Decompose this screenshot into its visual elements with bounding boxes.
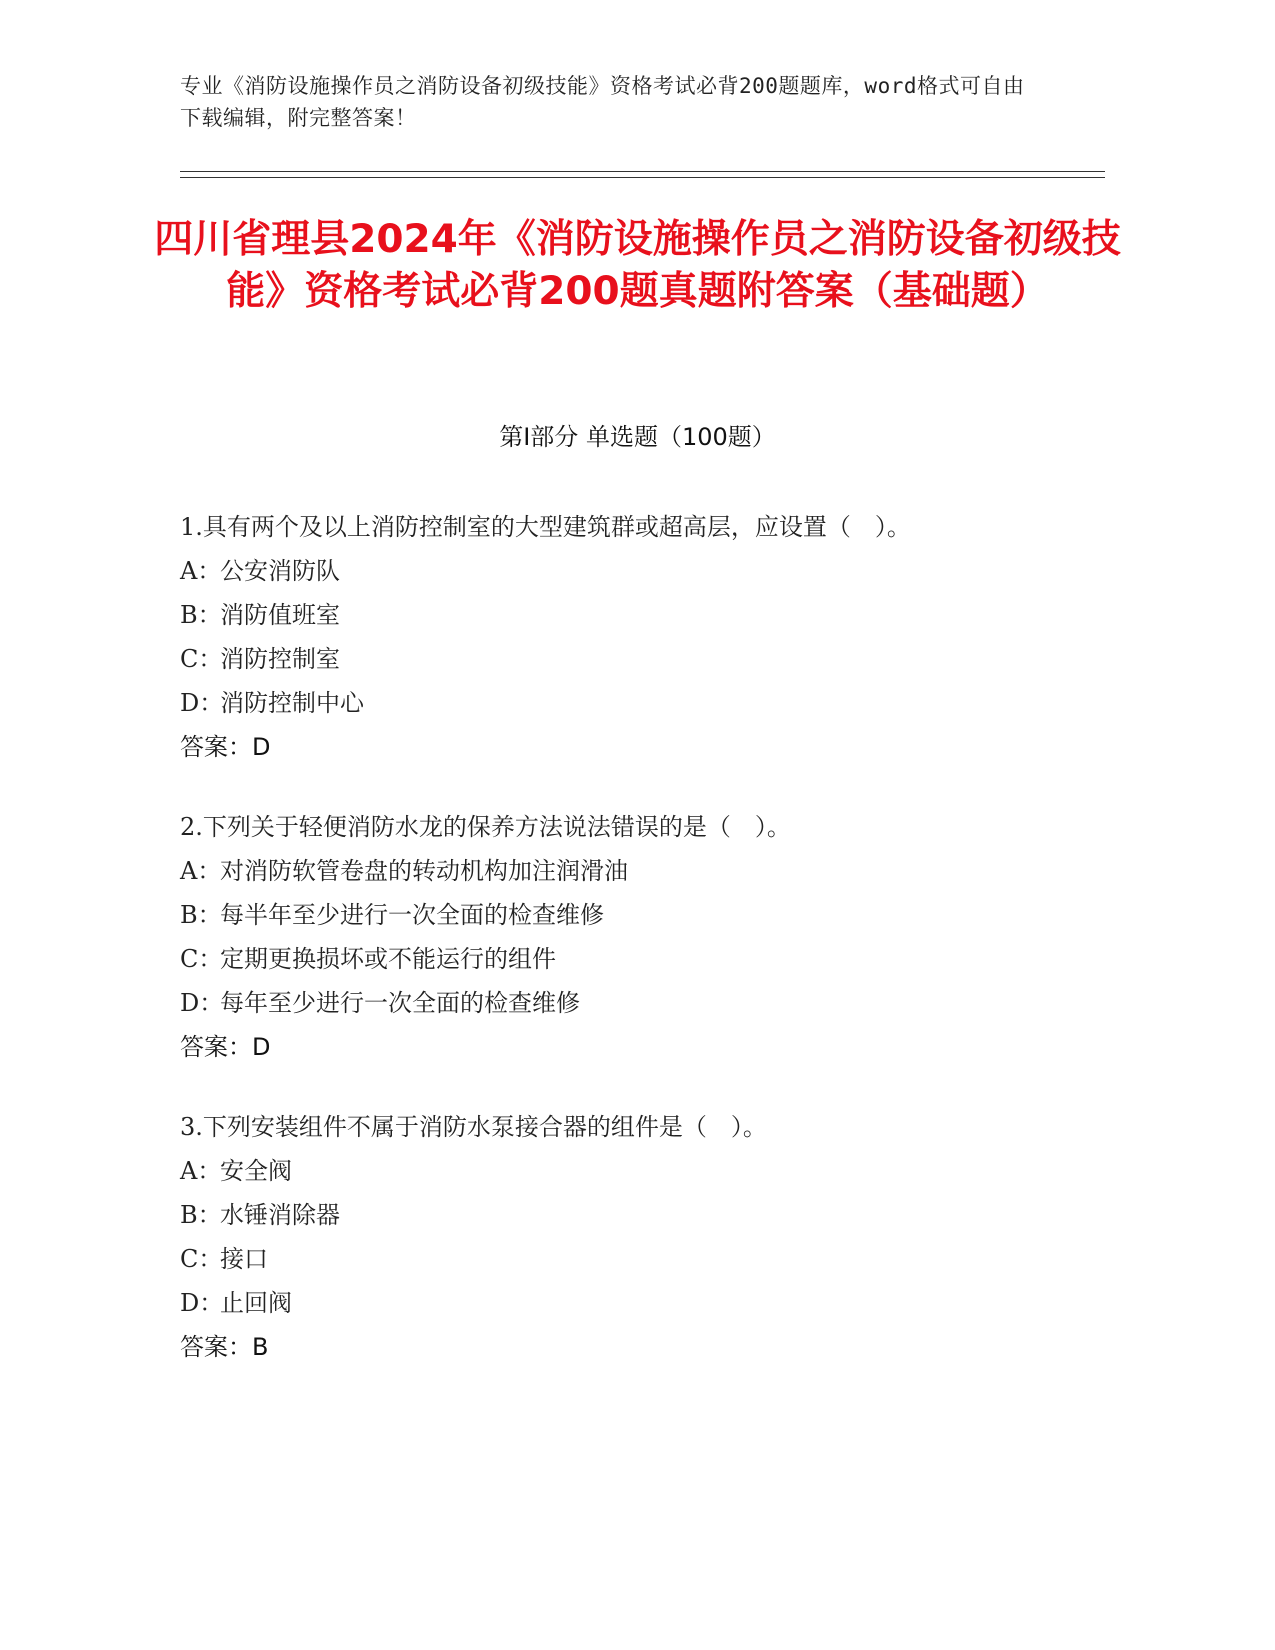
option-text: 消防控制室 (220, 645, 340, 673)
option-text: 每年至少进行一次全面的检查维修 (220, 989, 580, 1017)
option-text: 安全阀 (220, 1157, 292, 1185)
header-divider-bottom (180, 177, 1105, 178)
option-b (180, 893, 1110, 937)
option-key: C： (180, 945, 223, 973)
option-text: 止回阀 (220, 1289, 292, 1317)
section-title: 第I部分 单选题（100题） (499, 423, 776, 451)
option-key: B： (180, 601, 222, 629)
option-a (180, 849, 1110, 893)
option-key: A： (180, 557, 222, 585)
question-list (180, 505, 1110, 1405)
document-title: 四川省理县2024年《消防设施操作员之消防设备初级技能》资格考试必背200题真题附答案（基础题） (154, 217, 1121, 314)
option-c (180, 637, 1110, 681)
option-text: 每半年至少进行一次全面的检查维修 (220, 901, 604, 929)
option-text: 定期更换损坏或不能运行的组件 (220, 945, 556, 973)
option-key: B： (180, 1201, 222, 1229)
header-divider-top (180, 171, 1105, 172)
option-d (180, 1281, 1110, 1325)
option-text: 公安消防队 (220, 557, 340, 585)
question-stem: 2.下列关于轻便消防水龙的保养方法说法错误的是（ ）。 (180, 813, 791, 841)
option-key: C： (180, 1245, 223, 1273)
option-a (180, 549, 1110, 593)
answer-line: 答案：B (180, 1333, 269, 1361)
option-d (180, 981, 1110, 1025)
option-key: B： (180, 901, 222, 929)
option-text: 接口 (220, 1245, 268, 1273)
option-text: 消防值班室 (220, 601, 340, 629)
question-3 (180, 1105, 1110, 1369)
option-a (180, 1149, 1110, 1193)
option-key: C： (180, 645, 223, 673)
option-c (180, 1237, 1110, 1281)
option-c (180, 937, 1110, 981)
option-key: A： (180, 857, 222, 885)
option-key: D： (180, 1289, 224, 1317)
option-key: D： (180, 689, 224, 717)
question-stem: 1.具有两个及以上消防控制室的大型建筑群或超高层，应设置（ ）。 (180, 513, 911, 541)
question-stem: 3.下列安装组件不属于消防水泵接合器的组件是（ ）。 (180, 1113, 767, 1141)
option-d (180, 681, 1110, 725)
answer-line: 答案：D (180, 733, 271, 761)
option-key: D： (180, 989, 224, 1017)
header-note: 专业《消防设施操作员之消防设备初级技能》资格考试必背200题题库，word格式可自由下载编辑，附完整答案！ (180, 74, 1025, 130)
question-1 (180, 505, 1110, 769)
option-b (180, 1193, 1110, 1237)
option-text: 消防控制中心 (220, 689, 364, 717)
option-key: A： (180, 1157, 222, 1185)
question-2 (180, 805, 1110, 1069)
option-b (180, 593, 1110, 637)
answer-line: 答案：D (180, 1033, 271, 1061)
option-text: 水锤消除器 (220, 1201, 340, 1229)
option-text: 对消防软管卷盘的转动机构加注润滑油 (220, 857, 628, 885)
